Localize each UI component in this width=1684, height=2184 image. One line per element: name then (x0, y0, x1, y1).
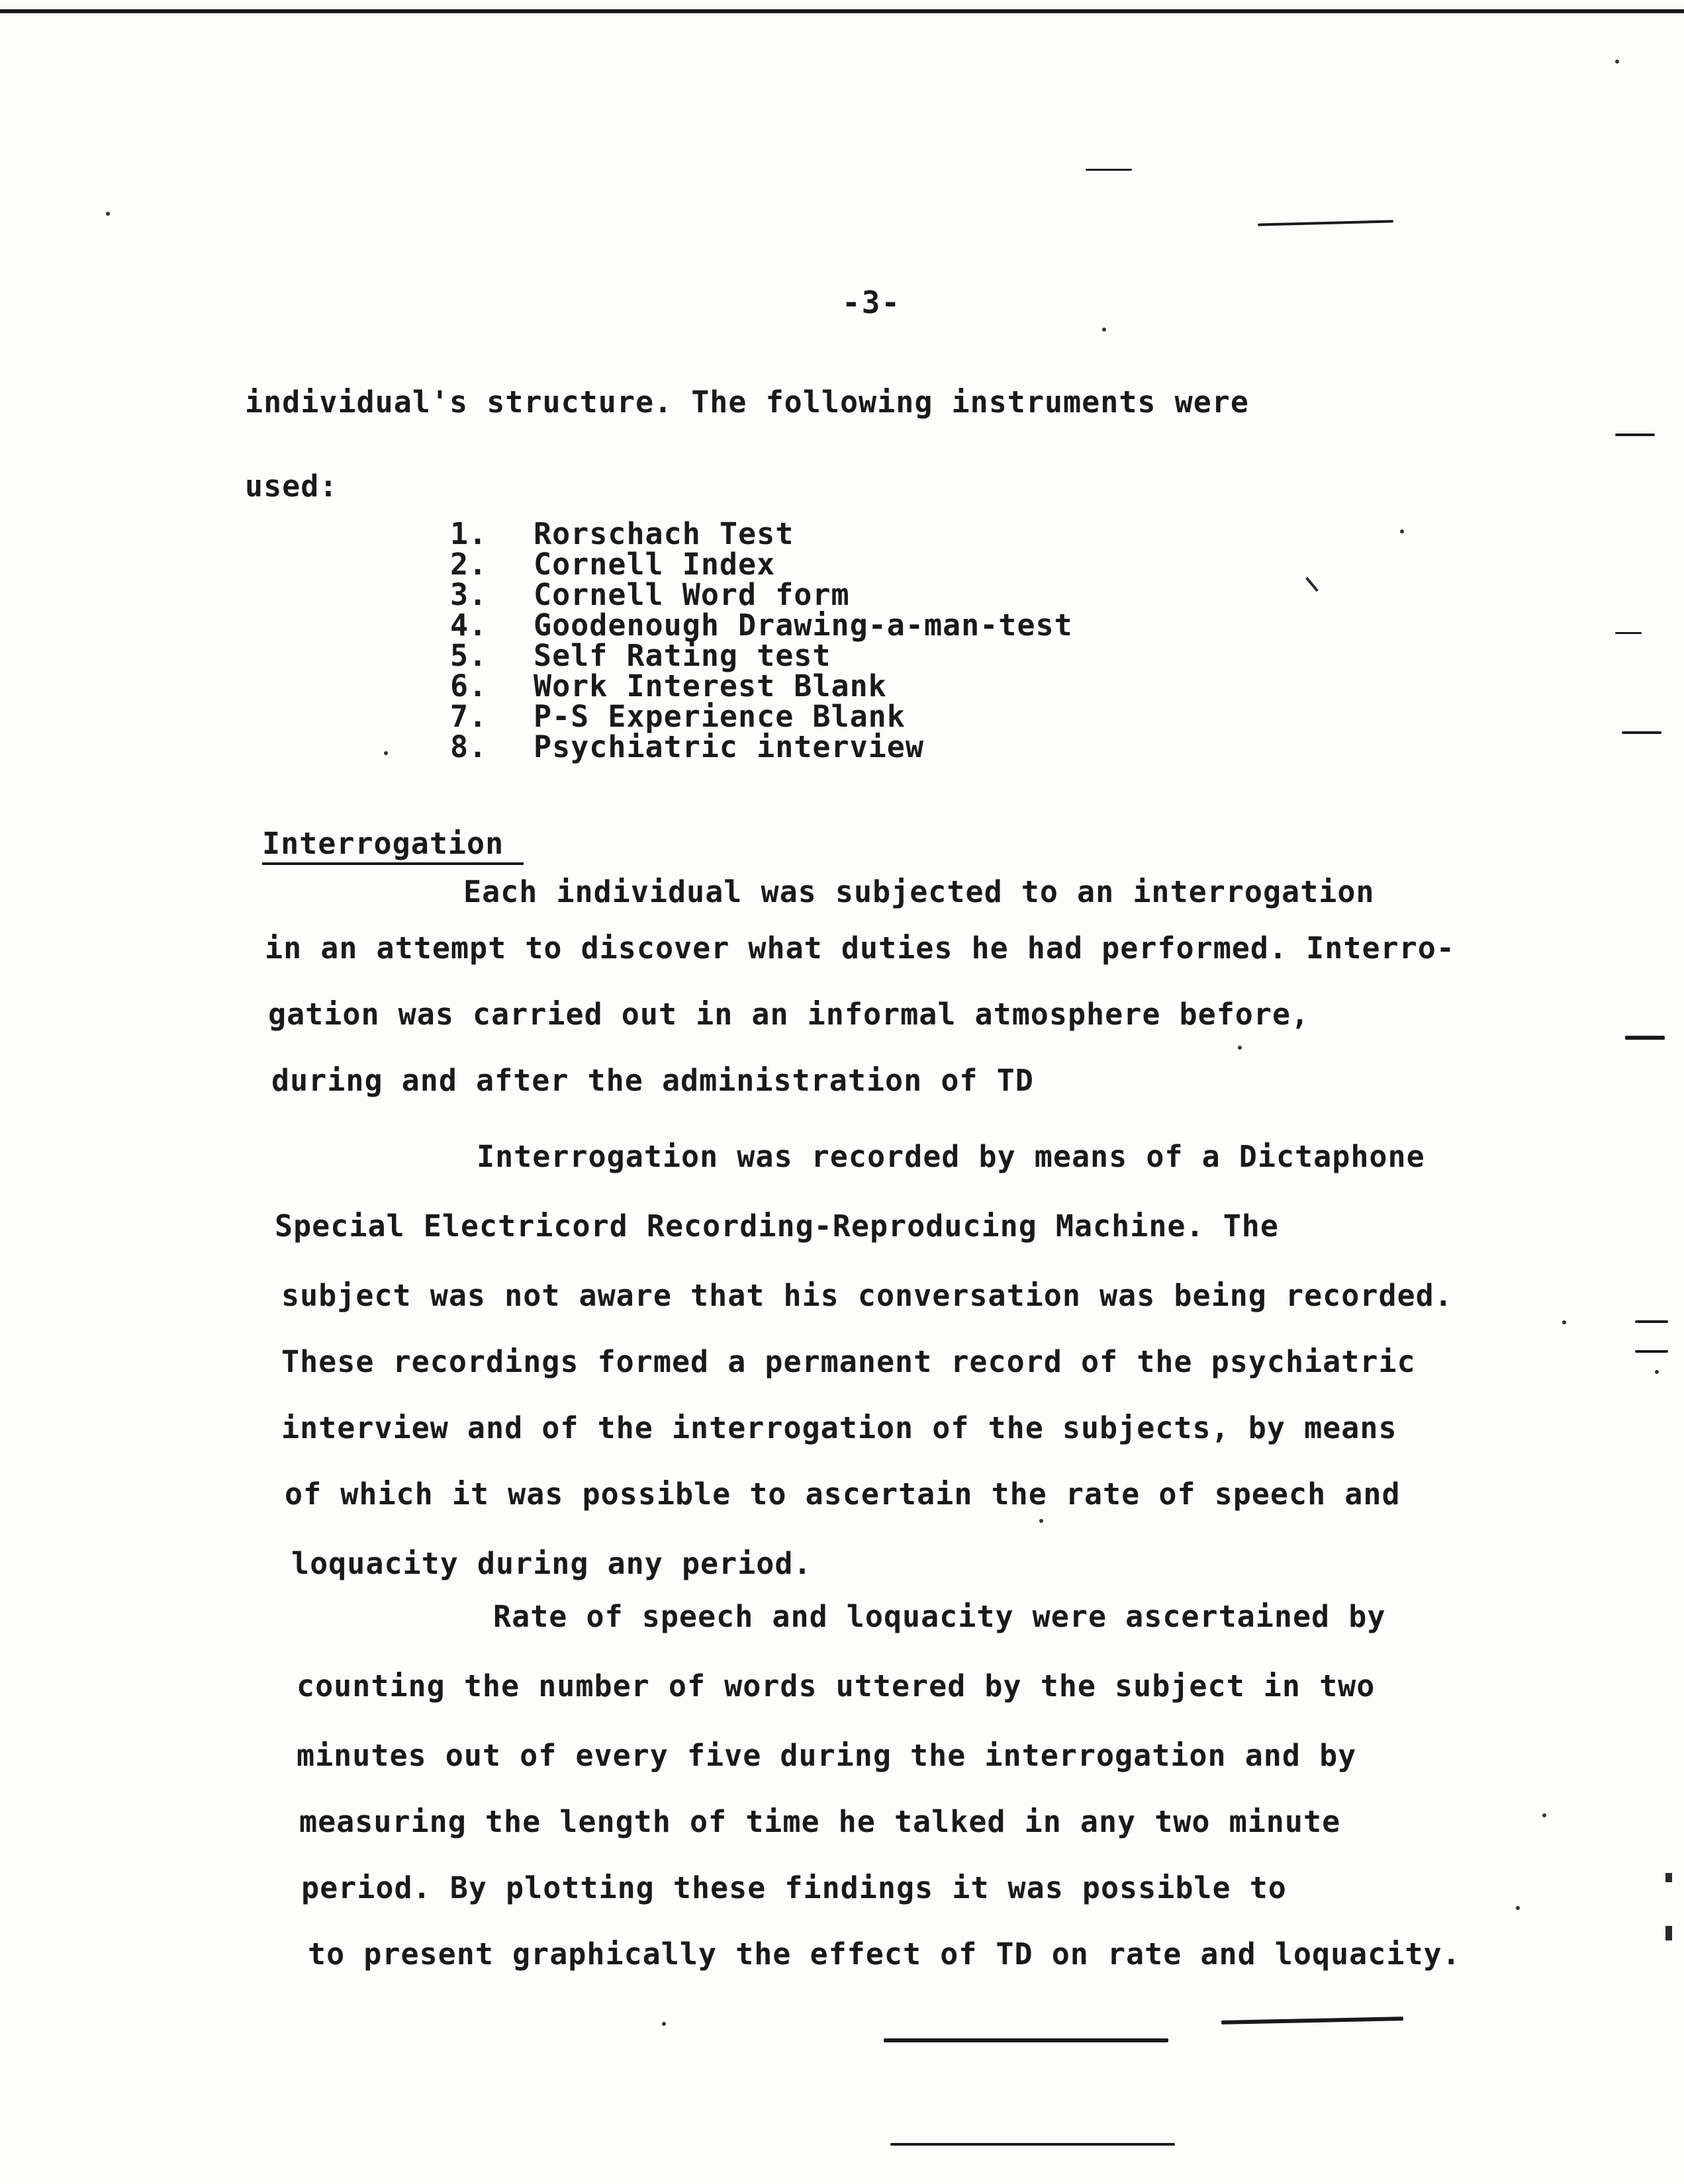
scan-mark (1665, 1873, 1672, 1882)
scan-mark (1305, 577, 1319, 592)
item-number: 3. (450, 577, 488, 612)
scan-mark (1635, 1350, 1668, 1353)
scan-speck (1516, 1906, 1520, 1910)
scan-mark (1615, 433, 1655, 436)
item-number: 5. (450, 638, 488, 673)
list-item (450, 699, 1073, 734)
list-item (450, 577, 1073, 612)
body-line: during and after the administration of TD (271, 1063, 1034, 1098)
scan-mark (1635, 1320, 1668, 1323)
scan-speck (662, 2022, 666, 2026)
body-line: period. By plotting these findings it was possible to (301, 1870, 1287, 1905)
scan-mark (1086, 169, 1132, 171)
scan-speck (1655, 1370, 1659, 1374)
body-line: counting the number of words uttered by the subject in two (297, 1668, 1376, 1704)
item-label: Work Interest Blank (534, 668, 887, 704)
section-heading: Interrogation (262, 826, 524, 865)
list-item (450, 729, 1073, 764)
body-line: minutes out of every five during the interrogation and by (297, 1738, 1357, 1773)
body-line: measuring the length of time he talked in any two minute (299, 1804, 1341, 1839)
list-item (450, 516, 1073, 551)
item-label: Cornell Index (534, 547, 776, 582)
top-scan-edge (0, 9, 1684, 13)
scan-speck (384, 751, 388, 755)
scan-speck (106, 212, 110, 216)
page-number: -3- (842, 285, 902, 320)
scan-mark (890, 2143, 1175, 2146)
scan-speck (1400, 529, 1404, 533)
body-line: Interrogation was recorded by means of a Dictaphone (477, 1139, 1425, 1174)
scan-speck (1542, 1813, 1546, 1817)
body-line: Rate of speech and loquacity were ascertained by (493, 1599, 1386, 1634)
scan-mark (1221, 2017, 1403, 2025)
item-label: Self Rating test (534, 638, 831, 673)
scan-mark (1622, 731, 1661, 734)
scan-mark (884, 2038, 1168, 2042)
item-label: P-S Experience Blank (534, 699, 906, 734)
list-item (450, 668, 1073, 704)
item-label: Psychiatric interview (534, 729, 924, 764)
scan-mark (1258, 220, 1393, 226)
scan-speck (1102, 328, 1106, 332)
item-number: 1. (450, 516, 488, 551)
list-item (450, 608, 1073, 643)
scan-speck (1039, 1519, 1043, 1523)
body-line: These recordings formed a permanent record of the psychiatric (281, 1344, 1416, 1379)
instrument-list (450, 516, 1073, 764)
body-line: subject was not aware that his conversation was being recorded. (281, 1278, 1453, 1313)
item-number: 7. (450, 699, 488, 734)
scan-mark (1615, 632, 1642, 634)
scan-mark (1665, 1926, 1672, 1940)
item-label: Goodenough Drawing-a-man-test (534, 608, 1073, 643)
scan-speck (1562, 1320, 1566, 1324)
scan-mark (1625, 1036, 1665, 1040)
list-item (450, 547, 1073, 582)
scan-speck (1615, 60, 1619, 64)
intro-line: individual's structure. The following instruments were (245, 385, 1249, 420)
item-label: Rorschach Test (534, 516, 794, 551)
item-number: 8. (450, 729, 488, 764)
body-line: Special Electricord Recording-Reproducing Machine. The (275, 1208, 1279, 1244)
body-line: Each individual was subjected to an interrogation (463, 874, 1375, 909)
body-line: gation was carried out in an informal atmosphere before, (268, 997, 1310, 1032)
body-line: interview and of the interrogation of the subjects, by means (281, 1410, 1397, 1445)
body-line: in an attempt to discover what duties he had performed. Interro- (265, 931, 1455, 966)
item-number: 4. (450, 608, 488, 643)
body-line: to present graphically the effect of TD on rate and loquacity. (308, 1936, 1461, 1972)
intro-line: used: (245, 469, 338, 504)
item-label: Cornell Word form (534, 577, 850, 612)
item-number: 6. (450, 668, 488, 704)
body-line: loquacity during any period. (291, 1546, 812, 1581)
scan-speck (1238, 1046, 1242, 1050)
item-number: 2. (450, 547, 488, 582)
body-line: of which it was possible to ascertain the rate of speech and (285, 1477, 1401, 1512)
